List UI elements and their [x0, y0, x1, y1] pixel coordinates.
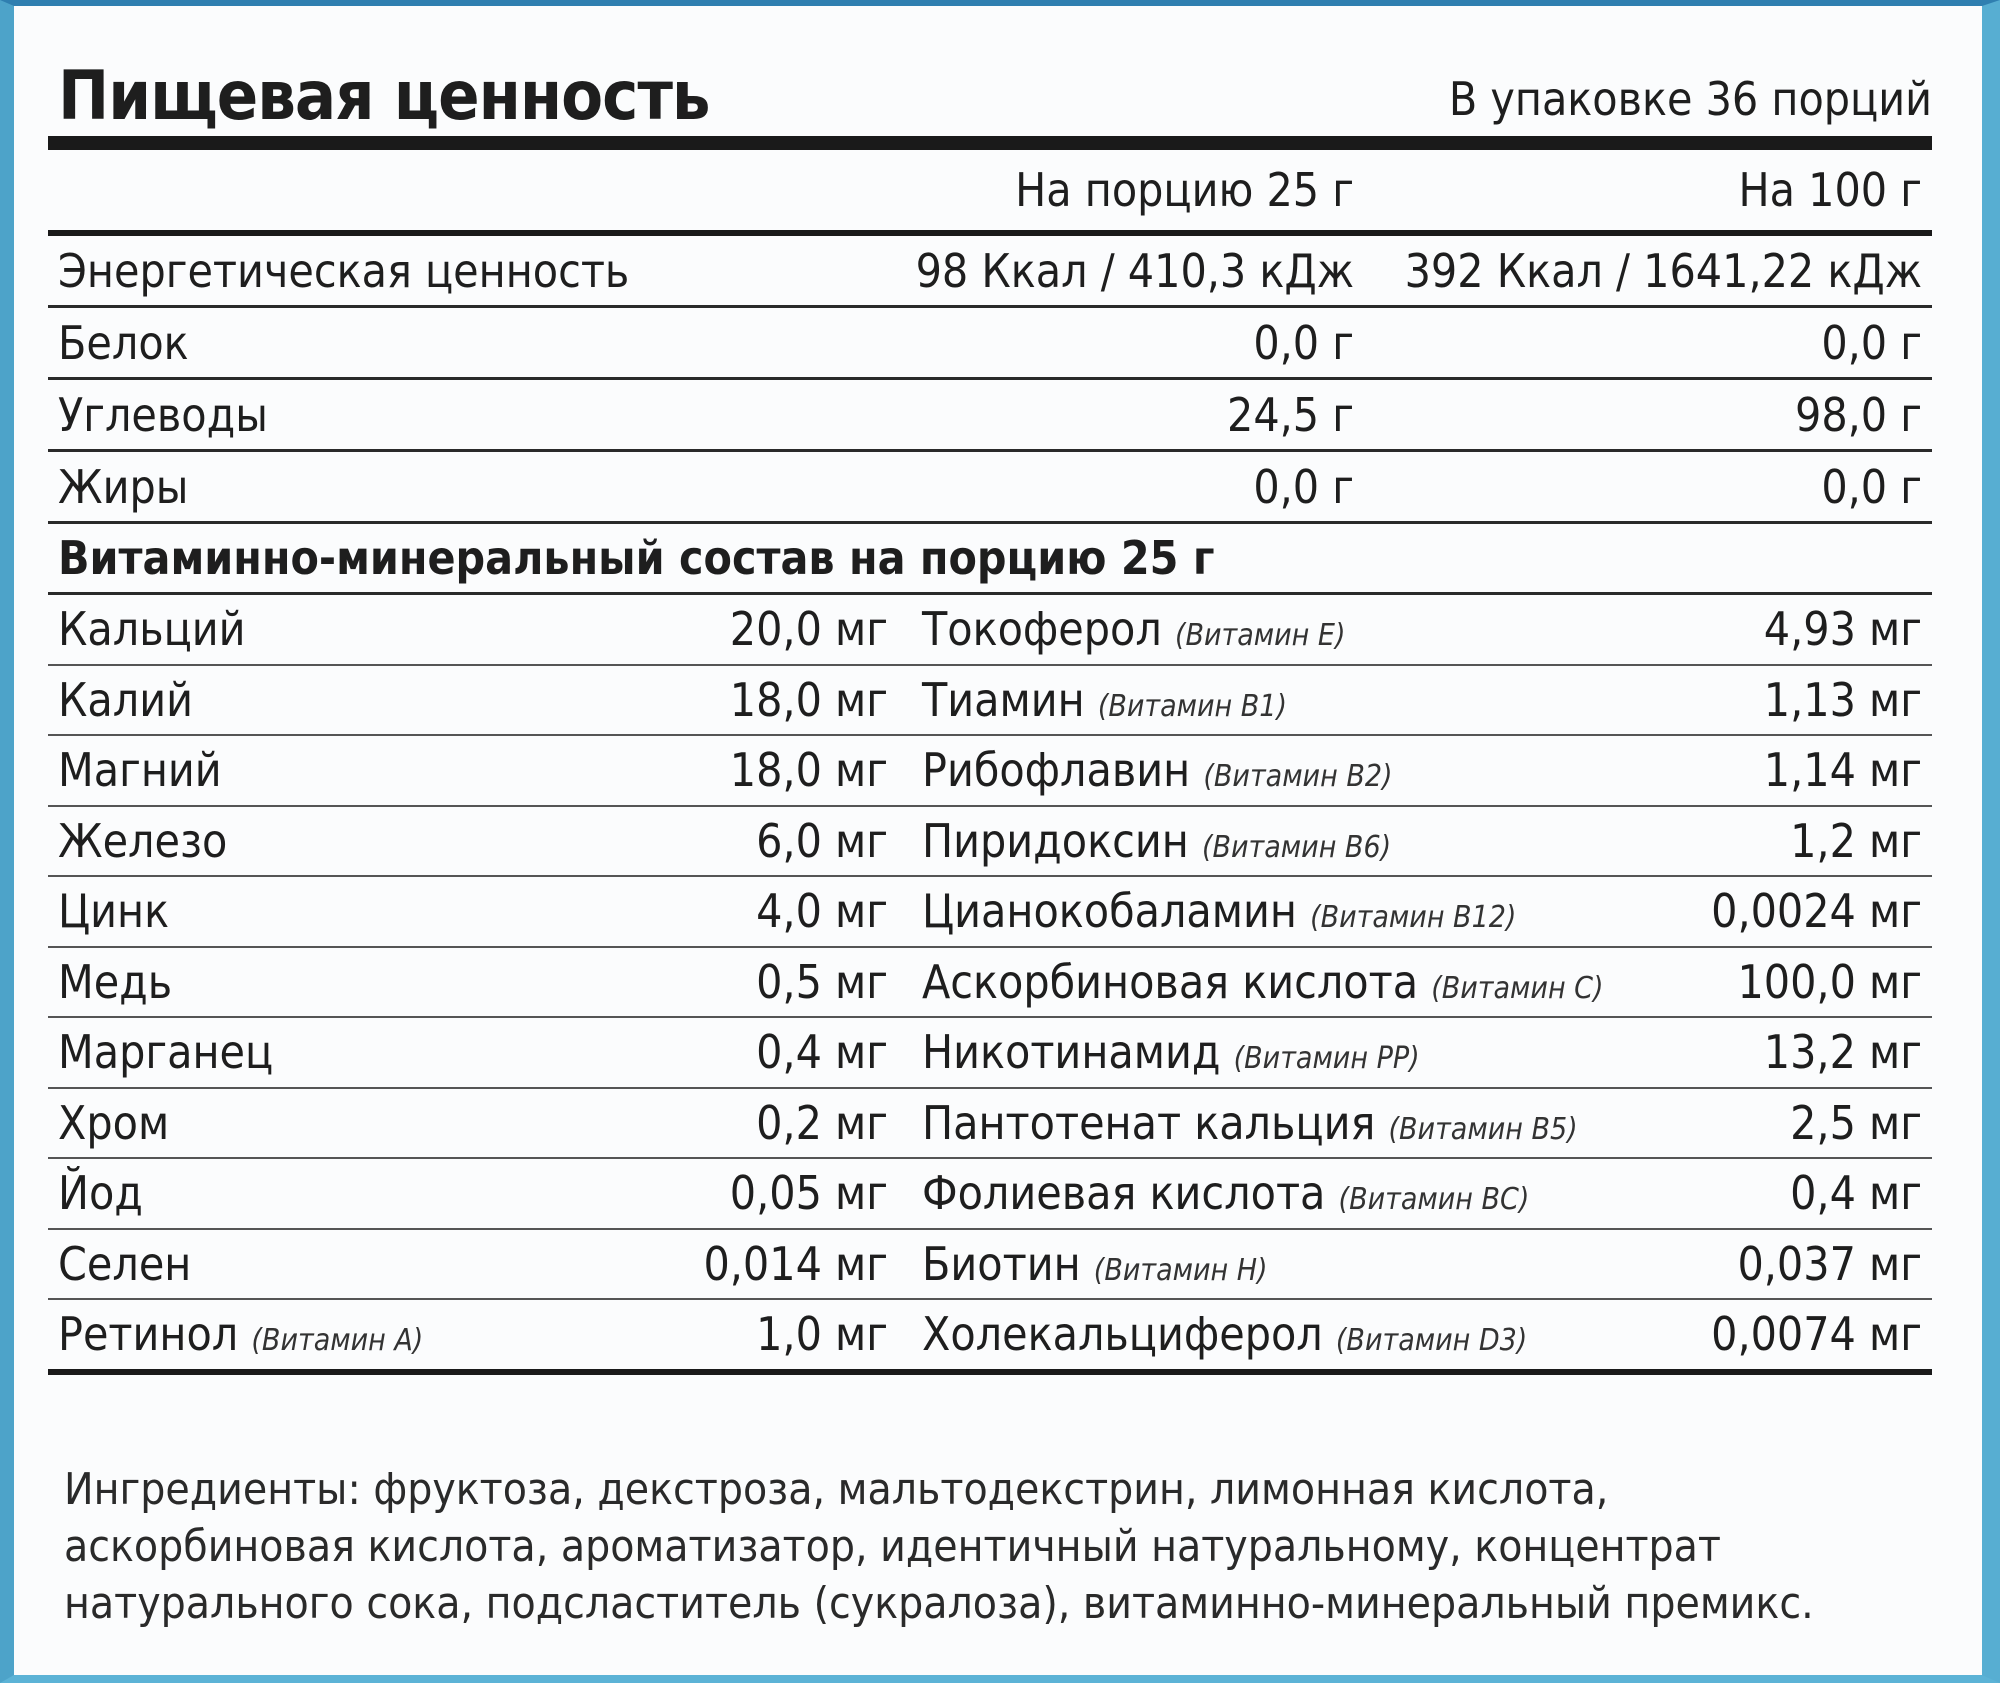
mineral-label: Марганец — [58, 1025, 274, 1080]
vitamin-label: Биотин — [922, 1236, 1081, 1291]
mineral-value: 4,0 мг — [756, 884, 888, 939]
vitamin-value: 0,4 мг — [1790, 1166, 1922, 1221]
micronutrient-row — [48, 1300, 1932, 1375]
vitamin-value: 2,5 мг — [1790, 1095, 1922, 1150]
nutrient-rows — [48, 236, 1932, 524]
nutrient-per-serving: 24,5 г — [1227, 387, 1354, 442]
ingredients-text: Ингредиенты: фруктоза, декстроза, мальтодекстрин, лимонная кислота, аскорбиновая кислота, ароматизатор, идентичный натуральному, концентрат натурального сока, подсластитель (сукралоза), витаминно-минеральный премикс. — [64, 1464, 1814, 1629]
mineral-name — [48, 814, 578, 868]
vitamin-name — [922, 602, 1622, 656]
vitamin-value: 0,0024 мг — [1711, 884, 1922, 939]
vitamin-value: 0,0074 мг — [1711, 1307, 1922, 1362]
mineral-value: 20,0 мг — [729, 602, 888, 657]
page-title: Пищевая ценность — [58, 57, 710, 136]
mineral-name — [48, 884, 578, 938]
vitamin-subtitle: (Витамин В1) — [1097, 688, 1287, 724]
servings-per-package: В упаковке 36 порций — [1448, 72, 1932, 126]
mineral-value: 0,5 мг — [756, 954, 888, 1009]
vitamin-label: Фолиевая кислота — [922, 1166, 1326, 1221]
nutrient-name: Жиры — [58, 459, 189, 514]
vitamin-value: 0,037 мг — [1737, 1236, 1922, 1291]
mineral-value: 0,05 мг — [729, 1166, 888, 1221]
column-header-per-100g: На 100 г — [1738, 163, 1922, 217]
mineral-value: 18,0 мг — [729, 743, 888, 798]
micronutrient-row — [48, 1018, 1932, 1089]
micronutrient-row — [48, 948, 1932, 1019]
vitamin-subtitle: (Витамин РР) — [1233, 1041, 1420, 1077]
nutrient-per-serving: 0,0 г — [1253, 459, 1354, 514]
mineral-name — [48, 743, 578, 797]
vitamin-subtitle: (Витамин ВС) — [1338, 1182, 1530, 1218]
micronutrient-row — [48, 736, 1932, 807]
nutrient-row — [48, 452, 1932, 524]
nutrient-per-100g: 0,0 г — [1821, 459, 1922, 514]
nutrient-name: Углеводы — [58, 387, 268, 442]
mineral-name — [48, 673, 578, 727]
mineral-name — [48, 602, 578, 656]
vitamin-name — [922, 955, 1622, 1009]
mineral-name — [48, 1166, 578, 1220]
vitamin-subtitle: (Витамин В12) — [1310, 900, 1517, 936]
vitamin-value: 1,13 мг — [1763, 672, 1922, 727]
mineral-value: 0,4 мг — [756, 1025, 888, 1080]
nutrient-row — [48, 380, 1932, 452]
mineral-label: Цинк — [58, 884, 170, 939]
vitamin-subtitle: (Витамин В6) — [1201, 829, 1392, 865]
vitamin-label: Пантотенат кальция — [922, 1095, 1376, 1150]
vitamin-label: Аскорбиновая кислота — [922, 954, 1419, 1009]
vitamin-name — [922, 1166, 1622, 1220]
vitamin-name — [922, 884, 1622, 938]
vitamin-value: 1,2 мг — [1790, 813, 1922, 868]
vitamin-name — [922, 1307, 1622, 1361]
mineral-label: Селен — [58, 1236, 192, 1291]
mineral-name — [48, 1307, 578, 1361]
vitamin-value: 1,14 мг — [1763, 743, 1922, 798]
column-header-row — [48, 150, 1932, 236]
nutrient-per-100g: 0,0 г — [1821, 315, 1922, 370]
mineral-label: Медь — [58, 954, 173, 1009]
mineral-label: Калий — [58, 672, 193, 727]
vitamin-name — [922, 1025, 1622, 1079]
nutrient-per-100g: 98,0 г — [1795, 387, 1922, 442]
vitamin-name — [922, 673, 1622, 727]
label-header — [48, 36, 1932, 150]
nutrient-per-100g: 392 Ккал / 1641,22 кДж — [1404, 243, 1922, 298]
vitamin-subtitle: (Витамин D3) — [1335, 1323, 1528, 1359]
vitamin-label: Токоферол — [922, 602, 1162, 657]
nutrition-table — [48, 36, 1932, 1375]
mineral-value: 0,2 мг — [756, 1095, 888, 1150]
micronutrient-row — [48, 666, 1932, 737]
nutrient-name: Белок — [58, 315, 189, 370]
mineral-label: Магний — [58, 743, 222, 798]
mineral-label: Йод — [58, 1166, 143, 1221]
mineral-label: Кальций — [58, 602, 246, 657]
vitamin-value: 4,93 мг — [1763, 602, 1922, 657]
mineral-name — [48, 1237, 578, 1291]
nutrient-per-serving: 98 Ккал / 410,3 кДж — [915, 243, 1354, 298]
micronutrient-row — [48, 595, 1932, 666]
micronutrient-row — [48, 1089, 1932, 1160]
vitamin-label: Рибофлавин — [922, 743, 1191, 798]
mineral-name — [48, 1096, 578, 1150]
nutrient-row — [48, 308, 1932, 380]
mineral-value: 0,014 мг — [703, 1236, 888, 1291]
column-header-per-serving: На порцию 25 г — [1015, 163, 1354, 217]
vitamin-name — [922, 1096, 1622, 1150]
vitamin-value: 100,0 мг — [1737, 954, 1922, 1009]
micronutrient-row — [48, 1159, 1932, 1230]
vitamin-label: Цианокобаламин — [922, 884, 1297, 939]
mineral-name — [48, 1025, 578, 1079]
nutrient-per-serving: 0,0 г — [1253, 315, 1354, 370]
mineral-name — [48, 955, 578, 1009]
vitamin-section-title: Витаминно-минеральный состав на порцию 25 г — [48, 524, 1932, 595]
vitamin-label: Пиридоксин — [922, 813, 1189, 868]
vitamin-subtitle: (Витамин Н) — [1093, 1252, 1268, 1288]
mineral-label: Хром — [58, 1095, 170, 1150]
vitamin-value: 13,2 мг — [1763, 1025, 1922, 1080]
micronutrient-row — [48, 807, 1932, 878]
micronutrient-row — [48, 877, 1932, 948]
micronutrient-rows — [48, 595, 1932, 1375]
mineral-value: 1,0 мг — [756, 1307, 888, 1362]
mineral-label: Ретинол — [58, 1307, 239, 1362]
mineral-label: Железо — [58, 813, 228, 868]
vitamin-name — [922, 1237, 1622, 1291]
mineral-value: 6,0 мг — [756, 813, 888, 868]
vitamin-subtitle: (Витамин В5) — [1388, 1111, 1578, 1147]
mineral-value: 18,0 мг — [729, 672, 888, 727]
nutrient-row — [48, 236, 1932, 308]
nutrient-name: Энергетическая ценность — [58, 243, 630, 298]
vitamin-name — [922, 814, 1622, 868]
vitamin-label: Никотинамид — [922, 1025, 1221, 1080]
vitamin-subtitle: (Витамин Е) — [1174, 618, 1346, 654]
vitamin-label: Тиамин — [922, 672, 1085, 727]
vitamin-label: Холекальциферол — [922, 1307, 1323, 1362]
micronutrient-row — [48, 1230, 1932, 1301]
mineral-subtitle: (Витамин А) — [251, 1323, 424, 1359]
vitamin-subtitle: (Витамин В2) — [1203, 759, 1393, 795]
vitamin-name — [922, 743, 1622, 797]
vitamin-subtitle: (Витамин С) — [1431, 970, 1604, 1006]
